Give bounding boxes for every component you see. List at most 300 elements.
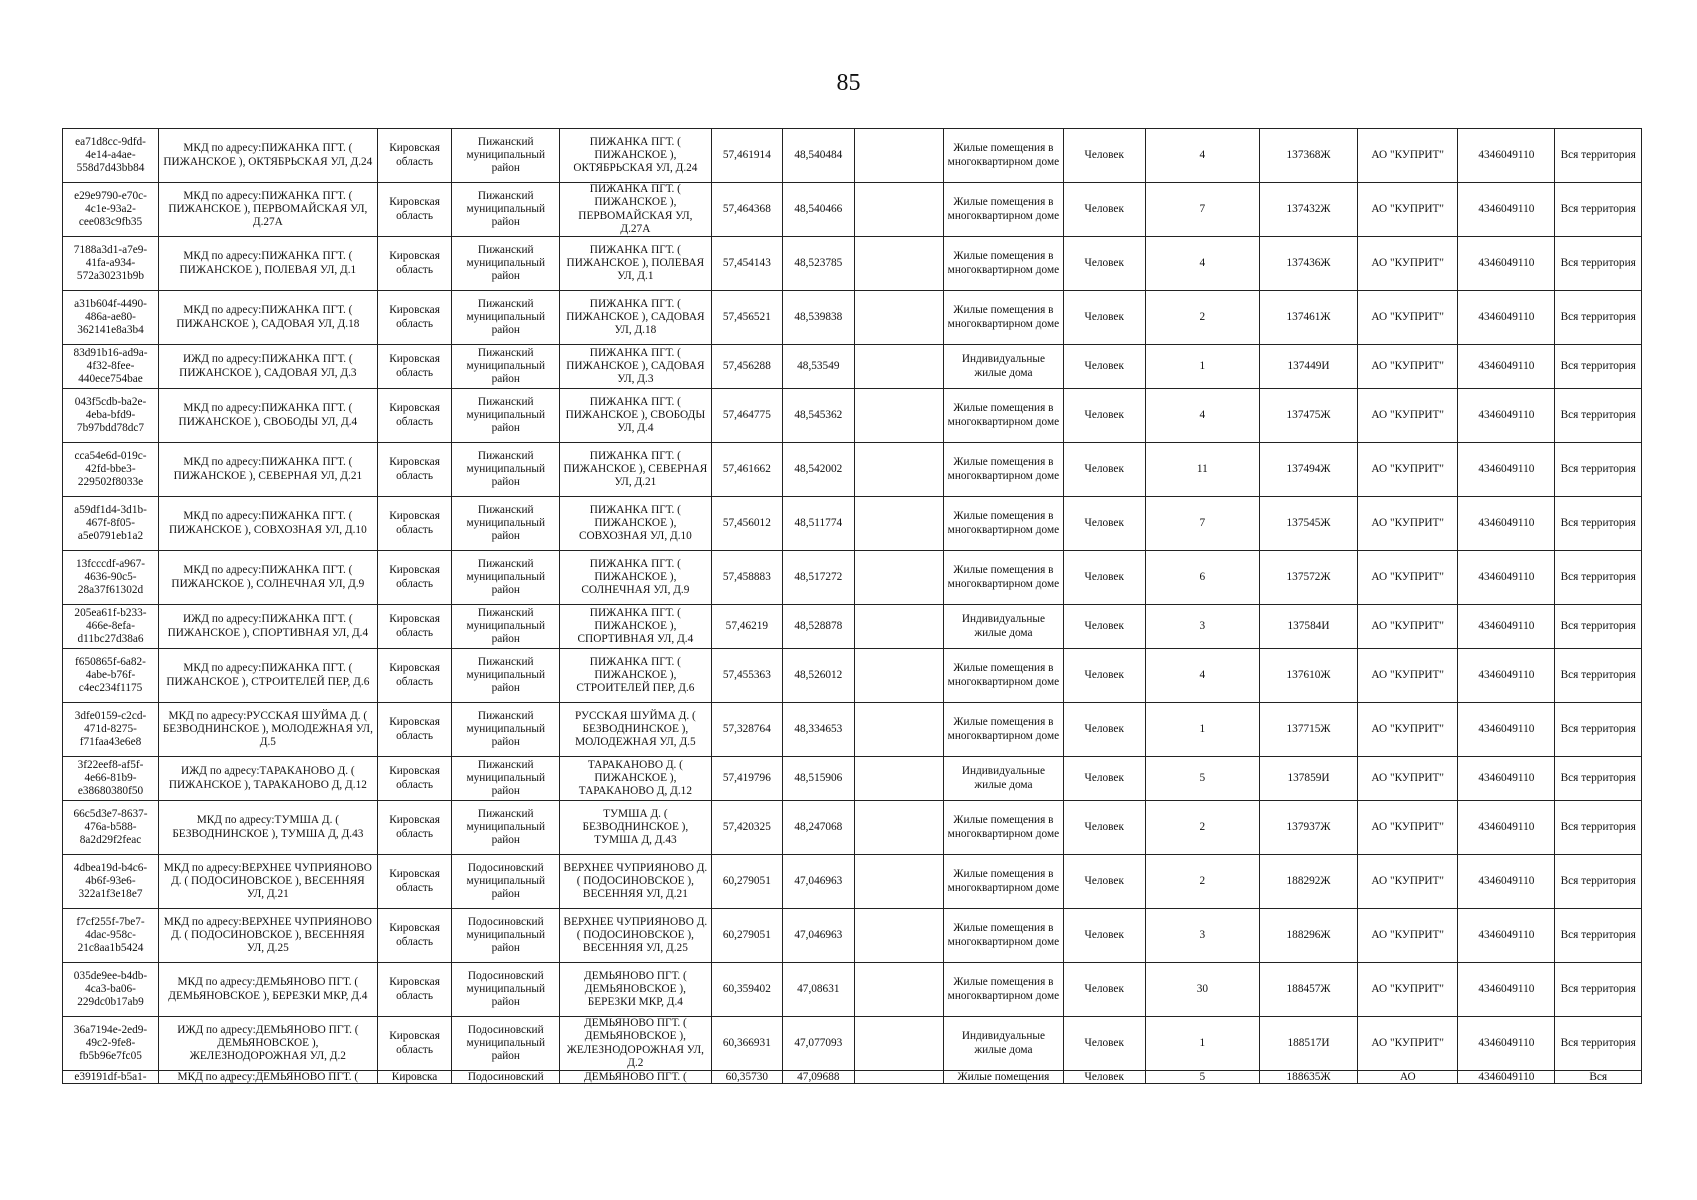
address-cell: ТАРАКАНОВО Д. ( ПИЖАНСКОЕ ), ТАРАКАНОВО Д, Д.12 xyxy=(560,757,711,801)
object-name-cell xyxy=(159,1071,378,1084)
empty-cell xyxy=(854,1071,944,1084)
object-id-cell xyxy=(63,1071,159,1084)
empty-cell xyxy=(854,649,944,703)
inn-cell xyxy=(1458,1071,1555,1084)
empty-cell xyxy=(854,703,944,757)
unit-cell: Человек xyxy=(1063,909,1145,963)
organization-cell: АО "КУПРИТ" xyxy=(1358,1017,1458,1071)
count-cell: 30 xyxy=(1145,963,1259,1017)
address-cell: ПИЖАНКА ПГТ. ( ПИЖАНСКОЕ ), СВОБОДЫ УЛ, Д.4 xyxy=(560,389,711,443)
unit-cell: Человек xyxy=(1063,237,1145,291)
organization-cell: АО "КУПРИТ" xyxy=(1358,129,1458,183)
empty-cell xyxy=(854,183,944,237)
count-cell: 4 xyxy=(1145,237,1259,291)
unit-cell: Человек xyxy=(1063,497,1145,551)
region-cell: Кировская область xyxy=(377,497,452,551)
unit-cell: Человек xyxy=(1063,291,1145,345)
organization-cell: АО "КУПРИТ" xyxy=(1358,183,1458,237)
territory-cell: Вся территория xyxy=(1555,237,1642,291)
district-cell: Пижанский муниципальный район xyxy=(452,605,560,649)
district-cell: Подосиновский муниципальный район xyxy=(452,855,560,909)
unit-cell: Человек xyxy=(1063,551,1145,605)
territory-cell: Вся территория xyxy=(1555,757,1642,801)
object-id-cell: ea71d8cc-9dfd-4e14-a4ae-558d7d43bb84 xyxy=(63,129,159,183)
territory-cell: Вся территория xyxy=(1555,855,1642,909)
premises-type-cell: Жилые помещения в многоквартирном доме xyxy=(944,551,1063,605)
territory-cell: Вся территория xyxy=(1555,183,1642,237)
latitude-cell: 60,279051 xyxy=(711,855,782,909)
table-row xyxy=(63,129,1642,183)
latitude-cell: 57,464775 xyxy=(711,389,782,443)
object-name-cell: МКД по адресу:ПИЖАНКА ПГТ. ( ПИЖАНСКОЕ ), СОВХОЗНАЯ УЛ, Д.10 xyxy=(159,497,378,551)
organization-cell: АО "КУПРИТ" xyxy=(1358,703,1458,757)
table-row xyxy=(63,801,1642,855)
table-row xyxy=(63,291,1642,345)
count-cell: 3 xyxy=(1145,605,1259,649)
latitude-cell: 57,461914 xyxy=(711,129,782,183)
organization-cell: АО "КУПРИТ" xyxy=(1358,551,1458,605)
object-name-cell: ИЖД по адресу:ДЕМЬЯНОВО ПГТ. ( ДЕМЬЯНОВСКОЕ ), ЖЕЛЕЗНОДОРОЖНАЯ УЛ, Д.2 xyxy=(159,1017,378,1071)
table-row xyxy=(63,443,1642,497)
latitude-cell: 57,455363 xyxy=(711,649,782,703)
count-cell: 4 xyxy=(1145,649,1259,703)
premises-type-cell: Жилые помещения в многоквартирном доме xyxy=(944,291,1063,345)
code-cell: 137610Ж xyxy=(1259,649,1357,703)
address-cell: ДЕМЬЯНОВО ПГТ. ( ДЕМЬЯНОВСКОЕ ), ЖЕЛЕЗНОДОРОЖНАЯ УЛ, Д.2 xyxy=(560,1017,711,1071)
territory-cell: Вся территория xyxy=(1555,497,1642,551)
object-name-cell: МКД по адресу:ПИЖАНКА ПГТ. ( ПИЖАНСКОЕ ), САДОВАЯ УЛ, Д.18 xyxy=(159,291,378,345)
address-cell: ПИЖАНКА ПГТ. ( ПИЖАНСКОЕ ), СТРОИТЕЛЕЙ ПЕР, Д.6 xyxy=(560,649,711,703)
cell-text: Кировска xyxy=(391,1071,438,1084)
table-row xyxy=(63,551,1642,605)
longitude-cell: 47,046963 xyxy=(783,855,854,909)
unit-cell: Человек xyxy=(1063,855,1145,909)
object-name-cell: МКД по адресу:ТУМША Д. ( БЕЗВОДНИНСКОЕ ), ТУМША Д, Д.43 xyxy=(159,801,378,855)
code-cell: 137494Ж xyxy=(1259,443,1357,497)
premises-type-cell: Жилые помещения в многоквартирном доме xyxy=(944,183,1063,237)
inn-cell: 4346049110 xyxy=(1458,129,1555,183)
table-row xyxy=(63,1071,1642,1084)
object-name-cell: МКД по адресу:ПИЖАНКА ПГТ. ( ПИЖАНСКОЕ ), СЕВЕРНАЯ УЛ, Д.21 xyxy=(159,443,378,497)
inn-cell: 4346049110 xyxy=(1458,649,1555,703)
unit-cell: Человек xyxy=(1063,757,1145,801)
region-cell: Кировская область xyxy=(377,605,452,649)
table-row xyxy=(63,703,1642,757)
object-id-cell: 3f22eef8-af5f-4e66-81b9-e38680380f50 xyxy=(63,757,159,801)
unit-cell: Человек xyxy=(1063,183,1145,237)
inn-cell: 4346049110 xyxy=(1458,345,1555,389)
empty-cell xyxy=(854,389,944,443)
region-cell: Кировская область xyxy=(377,909,452,963)
district-cell: Подосиновский муниципальный район xyxy=(452,963,560,1017)
empty-cell xyxy=(854,345,944,389)
premises-type-cell: Жилые помещения в многоквартирном доме xyxy=(944,237,1063,291)
object-id-cell: 205ea61f-b233-466e-8efa-d11bc27d38a6 xyxy=(63,605,159,649)
district-cell: Пижанский муниципальный район xyxy=(452,183,560,237)
object-name-cell: МКД по адресу:ПИЖАНКА ПГТ. ( ПИЖАНСКОЕ ), СВОБОДЫ УЛ, Д.4 xyxy=(159,389,378,443)
district-cell: Пижанский муниципальный район xyxy=(452,389,560,443)
code-cell: 188517И xyxy=(1259,1017,1357,1071)
code-cell: 137432Ж xyxy=(1259,183,1357,237)
object-id-cell: 3dfe0159-c2cd-471d-8275-f71faa43e6e8 xyxy=(63,703,159,757)
cell-text: 5 xyxy=(1199,1071,1206,1084)
organization-cell xyxy=(1358,1071,1458,1084)
territory-cell: Вся территория xyxy=(1555,1017,1642,1071)
address-cell: ВЕРХНЕЕ ЧУПРИЯНОВО Д. ( ПОДОСИНОВСКОЕ ), ВЕСЕННЯЯ УЛ, Д.21 xyxy=(560,855,711,909)
inn-cell: 4346049110 xyxy=(1458,551,1555,605)
empty-cell xyxy=(854,757,944,801)
territory-cell: Вся территория xyxy=(1555,703,1642,757)
premises-type-cell: Жилые помещения в многоквартирном доме xyxy=(944,801,1063,855)
premises-type-cell: Жилые помещения в многоквартирном доме xyxy=(944,703,1063,757)
latitude-cell: 57,458883 xyxy=(711,551,782,605)
longitude-cell: 48,528878 xyxy=(783,605,854,649)
cell-text: 60,35730 xyxy=(725,1071,769,1084)
object-name-cell: МКД по адресу:ДЕМЬЯНОВО ПГТ. ( ДЕМЬЯНОВСКОЕ ), БЕРЕЗКИ МКР, Д.4 xyxy=(159,963,378,1017)
object-name-cell: МКД по адресу:ПИЖАНКА ПГТ. ( ПИЖАНСКОЕ ), ПОЛЕВАЯ УЛ, Д.1 xyxy=(159,237,378,291)
district-cell: Пижанский муниципальный район xyxy=(452,757,560,801)
empty-cell xyxy=(854,801,944,855)
region-cell: Кировская область xyxy=(377,801,452,855)
object-name-cell: МКД по адресу:ПИЖАНКА ПГТ. ( ПИЖАНСКОЕ ), ПЕРВОМАЙСКАЯ УЛ, Д.27А xyxy=(159,183,378,237)
latitude-cell: 57,454143 xyxy=(711,237,782,291)
code-cell: 137584И xyxy=(1259,605,1357,649)
inn-cell: 4346049110 xyxy=(1458,497,1555,551)
district-cell: Пижанский муниципальный район xyxy=(452,551,560,605)
address-cell: ПИЖАНКА ПГТ. ( ПИЖАНСКОЕ ), САДОВАЯ УЛ, Д.3 xyxy=(560,345,711,389)
premises-type-cell: Жилые помещения в многоквартирном доме xyxy=(944,389,1063,443)
object-id-cell: a59df1d4-3d1b-467f-8f05-a5e0791eb1a2 xyxy=(63,497,159,551)
inn-cell: 4346049110 xyxy=(1458,389,1555,443)
organization-cell: АО "КУПРИТ" xyxy=(1358,855,1458,909)
table-row xyxy=(63,757,1642,801)
empty-cell xyxy=(854,909,944,963)
latitude-cell: 57,456521 xyxy=(711,291,782,345)
object-name-cell: МКД по адресу:РУССКАЯ ШУЙМА Д. ( БЕЗВОДНИНСКОЕ ), МОЛОДЕЖНАЯ УЛ, Д.5 xyxy=(159,703,378,757)
address-cell: ПИЖАНКА ПГТ. ( ПИЖАНСКОЕ ), СПОРТИВНАЯ УЛ, Д.4 xyxy=(560,605,711,649)
inn-cell: 4346049110 xyxy=(1458,605,1555,649)
address-cell: ПИЖАНКА ПГТ. ( ПИЖАНСКОЕ ), СЕВЕРНАЯ УЛ, Д.21 xyxy=(560,443,711,497)
district-cell: Подосиновский муниципальный район xyxy=(452,909,560,963)
unit-cell: Человек xyxy=(1063,443,1145,497)
object-id-cell: 36a7194e-2ed9-49c2-9fe8-fb5b96e7fc05 xyxy=(63,1017,159,1071)
cell-text: 47,09688 xyxy=(797,1071,840,1084)
district-cell: Пижанский муниципальный район xyxy=(452,291,560,345)
longitude-cell: 48,334653 xyxy=(783,703,854,757)
object-id-cell: 4dbea19d-b4c6-4b6f-93e6-322a1f3e18e7 xyxy=(63,855,159,909)
object-id-cell: 13fcccdf-a967-4636-90c5-28a37f61302d xyxy=(63,551,159,605)
organization-cell: АО "КУПРИТ" xyxy=(1358,649,1458,703)
premises-type-cell: Индивидуальные жилые дома xyxy=(944,1017,1063,1071)
inn-cell: 4346049110 xyxy=(1458,963,1555,1017)
organization-cell: АО "КУПРИТ" xyxy=(1358,801,1458,855)
premises-type-cell: Жилые помещения в многоквартирном доме xyxy=(944,443,1063,497)
premises-type-cell: Жилые помещения в многоквартирном доме xyxy=(944,963,1063,1017)
cell-text: 4346049110 xyxy=(1478,1071,1535,1084)
table-body xyxy=(63,129,1642,1084)
unit-cell: Человек xyxy=(1063,963,1145,1017)
region-cell: Кировская область xyxy=(377,1017,452,1071)
object-name-cell: МКД по адресу:ВЕРХНЕЕ ЧУПРИЯНОВО Д. ( ПОДОСИНОВСКОЕ ), ВЕСЕННЯЯ УЛ, Д.21 xyxy=(159,855,378,909)
organization-cell: АО "КУПРИТ" xyxy=(1358,497,1458,551)
object-id-cell: f650865f-6a82-4abe-b76f-c4ec234f1175 xyxy=(63,649,159,703)
longitude-cell: 48,542002 xyxy=(783,443,854,497)
latitude-cell: 57,46219 xyxy=(711,605,782,649)
organization-cell: АО "КУПРИТ" xyxy=(1358,389,1458,443)
object-name-cell: МКД по адресу:ПИЖАНКА ПГТ. ( ПИЖАНСКОЕ ), СОЛНЕЧНАЯ УЛ, Д.9 xyxy=(159,551,378,605)
empty-cell xyxy=(854,129,944,183)
region-cell xyxy=(377,1071,452,1084)
table-row xyxy=(63,855,1642,909)
territory-cell: Вся территория xyxy=(1555,801,1642,855)
address-cell: ТУМША Д. ( БЕЗВОДНИНСКОЕ ), ТУМША Д, Д.43 xyxy=(560,801,711,855)
code-cell xyxy=(1259,1071,1357,1084)
count-cell: 2 xyxy=(1145,855,1259,909)
organization-cell: АО "КУПРИТ" xyxy=(1358,909,1458,963)
latitude-cell: 57,456288 xyxy=(711,345,782,389)
inn-cell: 4346049110 xyxy=(1458,909,1555,963)
territory-cell: Вся территория xyxy=(1555,389,1642,443)
district-cell: Подосиновский муниципальный район xyxy=(452,1017,560,1071)
premises-type-cell: Индивидуальные жилые дома xyxy=(944,345,1063,389)
empty-cell xyxy=(854,963,944,1017)
code-cell: 137572Ж xyxy=(1259,551,1357,605)
address-cell: ДЕМЬЯНОВО ПГТ. ( ДЕМЬЯНОВСКОЕ ), БЕРЕЗКИ МКР, Д.4 xyxy=(560,963,711,1017)
table-row xyxy=(63,183,1642,237)
cell-text: МКД по адресу:ДЕМЬЯНОВО ПГТ. ( xyxy=(177,1071,359,1084)
object-name-cell: МКД по адресу:ПИЖАНКА ПГТ. ( ПИЖАНСКОЕ ), ОКТЯБРЬСКАЯ УЛ, Д.24 xyxy=(159,129,378,183)
object-name-cell: ИЖД по адресу:ТАРАКАНОВО Д. ( ПИЖАНСКОЕ ), ТАРАКАНОВО Д, Д.12 xyxy=(159,757,378,801)
region-cell: Кировская область xyxy=(377,855,452,909)
longitude-cell: 48,53549 xyxy=(783,345,854,389)
unit-cell xyxy=(1063,1071,1145,1084)
object-id-cell: 83d91b16-ad9a-4f32-8fee-440ece754bae xyxy=(63,345,159,389)
organization-cell: АО "КУПРИТ" xyxy=(1358,605,1458,649)
code-cell: 188296Ж xyxy=(1259,909,1357,963)
count-cell: 2 xyxy=(1145,291,1259,345)
district-cell xyxy=(452,1071,560,1084)
region-cell: Кировская область xyxy=(377,129,452,183)
empty-cell xyxy=(854,237,944,291)
district-cell: Пижанский муниципальный район xyxy=(452,703,560,757)
district-cell: Пижанский муниципальный район xyxy=(452,443,560,497)
longitude-cell: 48,515906 xyxy=(783,757,854,801)
unit-cell: Человек xyxy=(1063,801,1145,855)
inn-cell: 4346049110 xyxy=(1458,291,1555,345)
district-cell: Пижанский муниципальный район xyxy=(452,649,560,703)
table-row xyxy=(63,605,1642,649)
region-cell: Кировская область xyxy=(377,389,452,443)
inn-cell: 4346049110 xyxy=(1458,183,1555,237)
object-name-cell: ИЖД по адресу:ПИЖАНКА ПГТ. ( ПИЖАНСКОЕ ), СПОРТИВНАЯ УЛ, Д.4 xyxy=(159,605,378,649)
district-cell: Пижанский муниципальный район xyxy=(452,237,560,291)
longitude-cell: 48,540466 xyxy=(783,183,854,237)
premises-type-cell: Жилые помещения в многоквартирном доме xyxy=(944,497,1063,551)
table-row xyxy=(63,345,1642,389)
territory-cell: Вся территория xyxy=(1555,649,1642,703)
territory-cell: Вся территория xyxy=(1555,605,1642,649)
longitude-cell: 48,247068 xyxy=(783,801,854,855)
region-cell: Кировская область xyxy=(377,551,452,605)
latitude-cell: 57,456012 xyxy=(711,497,782,551)
count-cell: 11 xyxy=(1145,443,1259,497)
count-cell: 7 xyxy=(1145,497,1259,551)
latitude-cell: 57,420325 xyxy=(711,801,782,855)
premises-type-cell: Жилые помещения в многоквартирном доме xyxy=(944,129,1063,183)
territory-cell: Вся территория xyxy=(1555,291,1642,345)
count-cell: 4 xyxy=(1145,129,1259,183)
count-cell: 5 xyxy=(1145,757,1259,801)
region-cell: Кировская область xyxy=(377,291,452,345)
latitude-cell: 57,464368 xyxy=(711,183,782,237)
count-cell: 4 xyxy=(1145,389,1259,443)
cell-text: Подосиновский xyxy=(467,1071,544,1084)
district-cell: Пижанский муниципальный район xyxy=(452,801,560,855)
longitude-cell: 48,545362 xyxy=(783,389,854,443)
territory-cell: Вся территория xyxy=(1555,909,1642,963)
region-cell: Кировская область xyxy=(377,649,452,703)
organization-cell: АО "КУПРИТ" xyxy=(1358,757,1458,801)
inn-cell: 4346049110 xyxy=(1458,443,1555,497)
organization-cell: АО "КУПРИТ" xyxy=(1358,291,1458,345)
page-number: 85 xyxy=(836,70,861,96)
unit-cell: Человек xyxy=(1063,703,1145,757)
empty-cell xyxy=(854,605,944,649)
empty-cell xyxy=(854,1017,944,1071)
premises-type-cell: Индивидуальные жилые дома xyxy=(944,605,1063,649)
longitude-cell: 47,08631 xyxy=(783,963,854,1017)
inn-cell: 4346049110 xyxy=(1458,757,1555,801)
object-id-cell: f7cf255f-7be7-4dac-958c-21c8aa1b5424 xyxy=(63,909,159,963)
count-cell: 1 xyxy=(1145,1017,1259,1071)
count-cell: 2 xyxy=(1145,801,1259,855)
table-row xyxy=(63,497,1642,551)
count-cell: 1 xyxy=(1145,345,1259,389)
empty-cell xyxy=(854,855,944,909)
longitude-cell: 48,540484 xyxy=(783,129,854,183)
cell-text: Человек xyxy=(1084,1071,1124,1084)
latitude-cell: 60,359402 xyxy=(711,963,782,1017)
cell-text xyxy=(858,1071,941,1083)
latitude-cell: 60,366931 xyxy=(711,1017,782,1071)
code-cell: 137715Ж xyxy=(1259,703,1357,757)
territory-cell: Вся территория xyxy=(1555,129,1642,183)
table-row xyxy=(63,963,1642,1017)
longitude-cell: 48,526012 xyxy=(783,649,854,703)
region-cell: Кировская область xyxy=(377,237,452,291)
code-cell: 137436Ж xyxy=(1259,237,1357,291)
territory-cell: Вся территория xyxy=(1555,345,1642,389)
table-row xyxy=(63,237,1642,291)
empty-cell xyxy=(854,291,944,345)
unit-cell: Человек xyxy=(1063,345,1145,389)
address-cell: ВЕРХНЕЕ ЧУПРИЯНОВО Д. ( ПОДОСИНОВСКОЕ ), ВЕСЕННЯЯ УЛ, Д.25 xyxy=(560,909,711,963)
code-cell: 137449И xyxy=(1259,345,1357,389)
territory-cell: Вся территория xyxy=(1555,551,1642,605)
empty-cell xyxy=(854,551,944,605)
cell-text: Жилые помещения xyxy=(957,1071,1050,1084)
longitude-cell xyxy=(783,1071,854,1084)
address-cell: РУССКАЯ ШУЙМА Д. ( БЕЗВОДНИНСКОЕ ), МОЛОДЕЖНАЯ УЛ, Д.5 xyxy=(560,703,711,757)
code-cell: 137859И xyxy=(1259,757,1357,801)
unit-cell: Человек xyxy=(1063,649,1145,703)
region-cell: Кировская область xyxy=(377,345,452,389)
register-table xyxy=(62,128,1642,1084)
region-cell: Кировская область xyxy=(377,183,452,237)
unit-cell: Человек xyxy=(1063,389,1145,443)
premises-type-cell: Индивидуальные жилые дома xyxy=(944,757,1063,801)
count-cell: 1 xyxy=(1145,703,1259,757)
table-row xyxy=(63,389,1642,443)
object-name-cell: МКД по адресу:ВЕРХНЕЕ ЧУПРИЯНОВО Д. ( ПОДОСИНОВСКОЕ ), ВЕСЕННЯЯ УЛ, Д.25 xyxy=(159,909,378,963)
object-id-cell: 035de9ee-b4db-4ca3-ba06-229dc0b17ab9 xyxy=(63,963,159,1017)
cell-text: АО xyxy=(1399,1071,1416,1084)
table-row xyxy=(63,1017,1642,1071)
address-cell: ПИЖАНКА ПГТ. ( ПИЖАНСКОЕ ), САДОВАЯ УЛ, Д.18 xyxy=(560,291,711,345)
address-cell: ПИЖАНКА ПГТ. ( ПИЖАНСКОЕ ), СОВХОЗНАЯ УЛ, Д.10 xyxy=(560,497,711,551)
longitude-cell: 48,539838 xyxy=(783,291,854,345)
object-id-cell: a31b604f-4490-486a-ae80-362141e8a3b4 xyxy=(63,291,159,345)
premises-type-cell: Жилые помещения в многоквартирном доме xyxy=(944,855,1063,909)
table-row xyxy=(63,909,1642,963)
code-cell: 137937Ж xyxy=(1259,801,1357,855)
object-id-cell: 7188a3d1-a7e9-41fa-a934-572a30231b9b xyxy=(63,237,159,291)
empty-cell xyxy=(854,497,944,551)
address-cell: ПИЖАНКА ПГТ. ( ПИЖАНСКОЕ ), ПОЛЕВАЯ УЛ, Д.1 xyxy=(560,237,711,291)
cell-text: ДЕМЬЯНОВО ПГТ. ( xyxy=(583,1071,687,1084)
longitude-cell: 47,077093 xyxy=(783,1017,854,1071)
longitude-cell: 48,517272 xyxy=(783,551,854,605)
object-id-cell: 66c5d3e7-8637-476a-b588-8a2d29f2feac xyxy=(63,801,159,855)
inn-cell: 4346049110 xyxy=(1458,237,1555,291)
code-cell: 188292Ж xyxy=(1259,855,1357,909)
empty-cell xyxy=(854,443,944,497)
district-cell: Пижанский муниципальный район xyxy=(452,129,560,183)
cell-text: e39191df-b5a1- xyxy=(74,1071,147,1084)
code-cell: 137368Ж xyxy=(1259,129,1357,183)
region-cell: Кировская область xyxy=(377,443,452,497)
district-cell: Пижанский муниципальный район xyxy=(452,345,560,389)
code-cell: 188457Ж xyxy=(1259,963,1357,1017)
longitude-cell: 48,511774 xyxy=(783,497,854,551)
unit-cell: Человек xyxy=(1063,1017,1145,1071)
territory-cell: Вся территория xyxy=(1555,963,1642,1017)
object-name-cell: ИЖД по адресу:ПИЖАНКА ПГТ. ( ПИЖАНСКОЕ ), САДОВАЯ УЛ, Д.3 xyxy=(159,345,378,389)
object-id-cell: cca54e6d-019c-42fd-bbe3-229502f8033e xyxy=(63,443,159,497)
table-row xyxy=(63,649,1642,703)
inn-cell: 4346049110 xyxy=(1458,703,1555,757)
region-cell: Кировская область xyxy=(377,703,452,757)
district-cell: Пижанский муниципальный район xyxy=(452,497,560,551)
count-cell: 6 xyxy=(1145,551,1259,605)
latitude-cell: 57,328764 xyxy=(711,703,782,757)
code-cell: 137475Ж xyxy=(1259,389,1357,443)
address-cell: ПИЖАНКА ПГТ. ( ПИЖАНСКОЕ ), СОЛНЕЧНАЯ УЛ, Д.9 xyxy=(560,551,711,605)
region-cell: Кировская область xyxy=(377,757,452,801)
territory-cell: Вся территория xyxy=(1555,443,1642,497)
count-cell: 7 xyxy=(1145,183,1259,237)
inn-cell: 4346049110 xyxy=(1458,1017,1555,1071)
inn-cell: 4346049110 xyxy=(1458,801,1555,855)
address-cell: ПИЖАНКА ПГТ. ( ПИЖАНСКОЕ ), ОКТЯБРЬСКАЯ УЛ, Д.24 xyxy=(560,129,711,183)
object-name-cell: МКД по адресу:ПИЖАНКА ПГТ. ( ПИЖАНСКОЕ ), СТРОИТЕЛЕЙ ПЕР, Д.6 xyxy=(159,649,378,703)
region-cell: Кировская область xyxy=(377,963,452,1017)
object-id-cell: e29e9790-e70c-4c1e-93a2-cee083c9fb35 xyxy=(63,183,159,237)
organization-cell: АО "КУПРИТ" xyxy=(1358,237,1458,291)
code-cell: 137545Ж xyxy=(1259,497,1357,551)
territory-cell xyxy=(1555,1071,1642,1084)
code-cell: 137461Ж xyxy=(1259,291,1357,345)
